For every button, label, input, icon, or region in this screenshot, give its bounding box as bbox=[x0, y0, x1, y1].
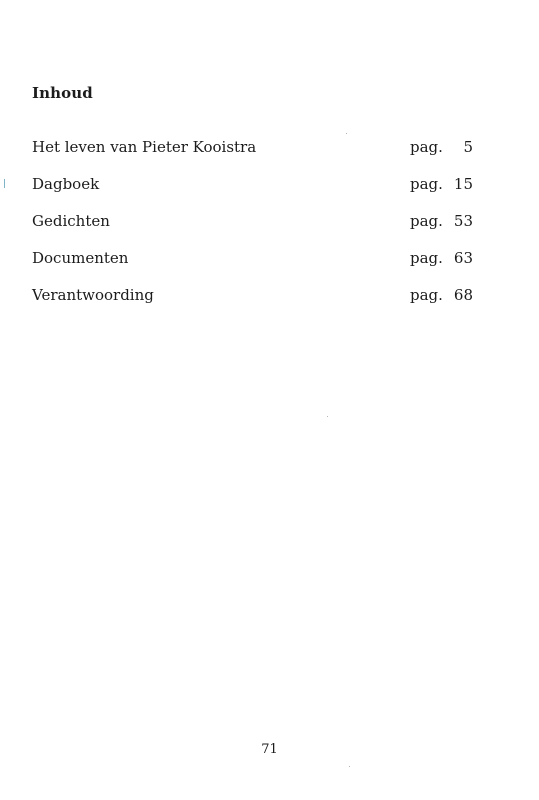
toc-entry bbox=[32, 138, 473, 175]
table-of-contents bbox=[32, 138, 473, 323]
toc-heading: Inhoud bbox=[32, 84, 93, 102]
toc-entry-pag: pag. bbox=[410, 175, 443, 193]
toc-entry-title: Documenten bbox=[32, 249, 129, 267]
toc-entry bbox=[32, 286, 473, 323]
toc-entry-title: Gedichten bbox=[32, 212, 110, 230]
page-number: 71 bbox=[261, 742, 278, 757]
toc-entry-title: Het leven van Pieter Kooistra bbox=[32, 138, 257, 156]
toc-entry-page-number: 63 bbox=[453, 249, 473, 267]
toc-entry-pag: pag. bbox=[410, 286, 443, 304]
toc-entry-pag: pag. bbox=[410, 138, 443, 156]
toc-entry-title: Verantwoording bbox=[32, 286, 154, 304]
toc-entry bbox=[32, 212, 473, 249]
toc-entry-page-number: 53 bbox=[453, 212, 473, 230]
toc-entry bbox=[32, 175, 473, 212]
paper-speck bbox=[349, 766, 350, 767]
toc-entry-page-number: 68 bbox=[453, 286, 473, 304]
paper-speck bbox=[327, 416, 328, 417]
margin-mark bbox=[4, 179, 5, 188]
paper-speck bbox=[346, 133, 347, 134]
toc-entry-pag: pag. bbox=[410, 212, 443, 230]
toc-entry-page-number: 5 bbox=[463, 138, 473, 156]
toc-entry-page-number: 15 bbox=[453, 175, 473, 193]
toc-entry bbox=[32, 249, 473, 286]
toc-entry-pag: pag. bbox=[410, 249, 443, 267]
toc-entry-title: Dagboek bbox=[32, 175, 100, 193]
